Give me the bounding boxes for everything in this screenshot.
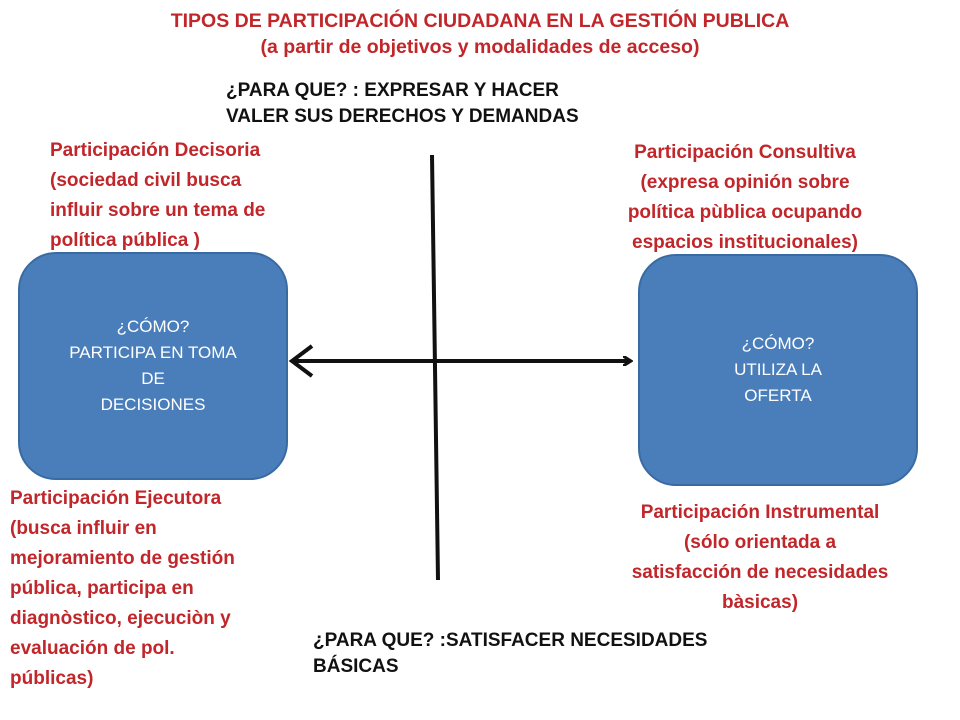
- quadrant-text-line: política pública ): [50, 230, 200, 251]
- quadrant-text-line: pública, participa en: [10, 578, 194, 599]
- quadrant-text-line: Participación Consultiva: [634, 142, 856, 163]
- quadrant-bottom-left-ejecutora: [10, 484, 310, 694]
- quadrant-text-line: satisfacción de necesidades: [631, 562, 889, 583]
- question-bottom: [313, 628, 707, 680]
- quadrant-text-line: evaluación de pol.: [10, 638, 175, 659]
- quadrant-text-line: bàsicas): [721, 592, 799, 613]
- quadrant-bottom-right-instrumental: [580, 498, 940, 618]
- quadrant-text-line: Participación Instrumental: [640, 502, 880, 523]
- vertical-axis: [432, 155, 438, 580]
- title-line-1: TIPOS DE PARTICIPACIÓN CIUDADANA EN LA GESTIÓN PUBLICA: [170, 10, 790, 32]
- quadrant-text-line: espacios institucionales): [632, 232, 858, 253]
- question-bottom-line-2: BÁSICAS: [313, 656, 399, 677]
- quadrant-text-line: Participación Ejecutora: [10, 488, 222, 509]
- quadrant-text-line: (sólo orientada a: [683, 532, 837, 553]
- box-left-line: ¿CÓMO?: [116, 317, 190, 336]
- quadrant-text-line: (expresa opinión sobre: [640, 172, 850, 193]
- box-right-line: UTILIZA LA: [734, 360, 822, 379]
- quadrant-text-line: públicas): [10, 668, 94, 689]
- box-left-line: PARTICIPA EN TOMA: [69, 343, 237, 362]
- how-box-left: [18, 252, 288, 480]
- box-left-line: DE: [141, 369, 165, 388]
- quadrant-text-line: influir sobre un tema de: [50, 200, 266, 221]
- quadrant-text-line: política pùblica ocupando: [627, 202, 863, 223]
- box-left-line: DECISIONES: [100, 395, 206, 414]
- question-top-line-1: ¿PARA QUE? : EXPRESAR Y HACER: [226, 80, 559, 101]
- quadrant-text-line: mejoramiento de gestión: [10, 548, 235, 569]
- quadrant-text-line: (sociedad civil busca: [50, 170, 242, 191]
- quadrant-text-line: (busca influir en: [10, 518, 157, 539]
- question-bottom-line-1: ¿PARA QUE? :SATISFACER NECESIDADES: [313, 630, 708, 651]
- title-line-2: (a partir de objetivos y modalidades de acceso): [260, 36, 700, 58]
- question-top-line-2: VALER SUS DERECHOS Y DEMANDAS: [226, 106, 579, 127]
- how-box-right: [638, 254, 918, 486]
- box-right-line: OFERTA: [744, 386, 812, 405]
- quadrant-text-line: diagnòstico, ejecuciòn y: [10, 608, 231, 629]
- box-right-line: ¿CÓMO?: [741, 334, 815, 353]
- quadrant-text-line: Participación Decisoria: [50, 140, 261, 161]
